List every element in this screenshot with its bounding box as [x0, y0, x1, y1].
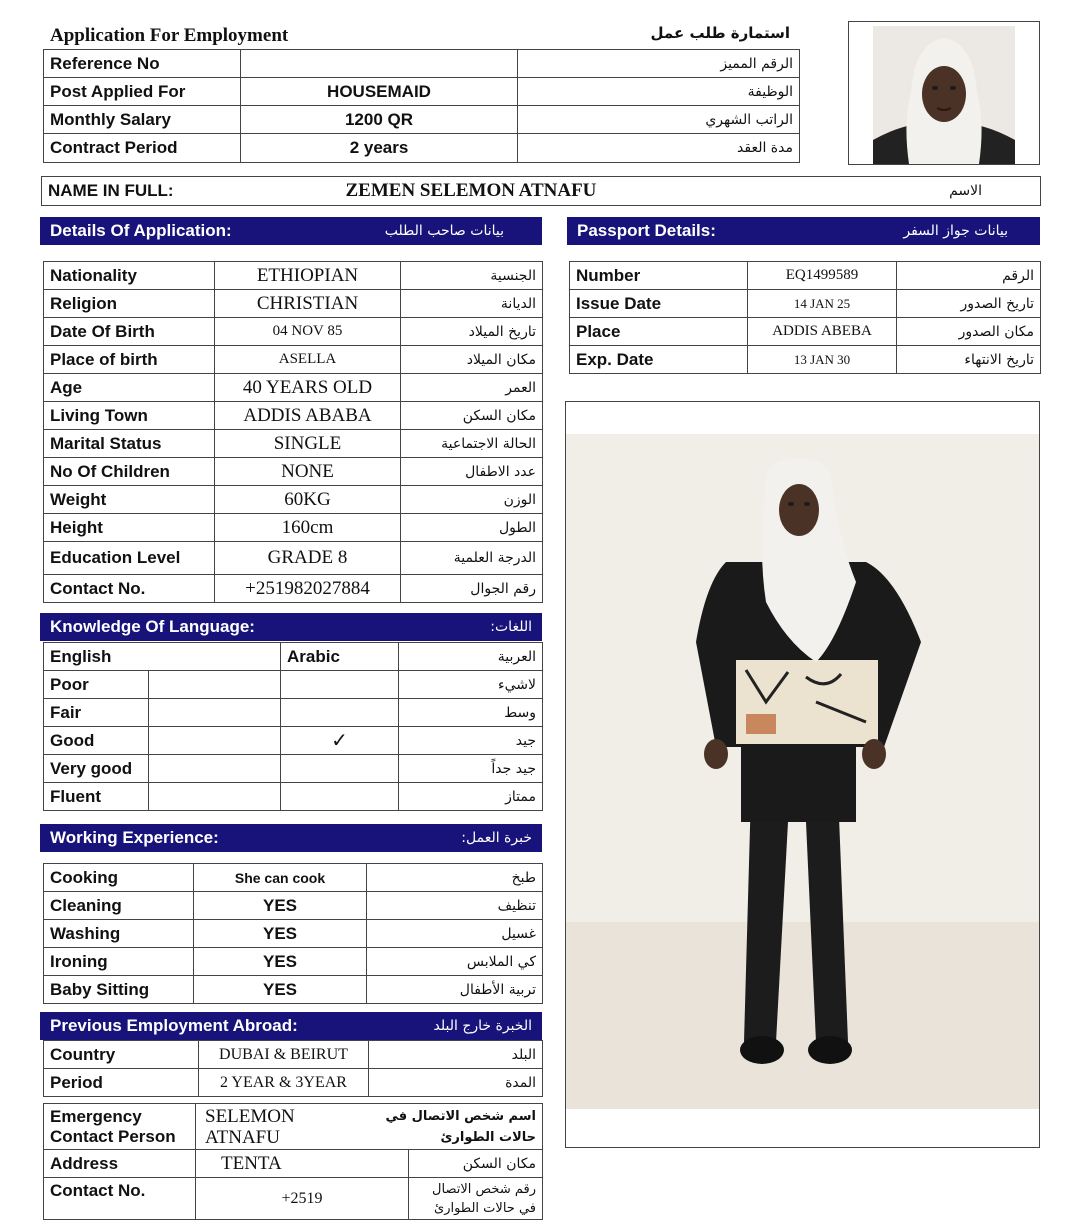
level-poor-label-ar: لاشيء [399, 671, 543, 699]
weight-value: 60KG [215, 486, 401, 514]
living-town-label: Living Town [44, 402, 215, 430]
address-label: Address [44, 1150, 196, 1178]
table-row [44, 1041, 543, 1069]
emergency-phone-label-ar-line2: في حالات الطوارئ [434, 1200, 536, 1216]
period-label-ar: المدة [369, 1069, 543, 1097]
emergency-contact-value-line1: SELEMON [205, 1105, 295, 1127]
english-very-good-cell [149, 755, 281, 783]
table-row [44, 262, 543, 290]
english-column-header: English [44, 643, 149, 671]
details-title: Details Of Application: [50, 221, 232, 240]
contract-value: 2 years [241, 134, 518, 163]
age-value: 40 YEARS OLD [215, 374, 401, 402]
ironing-label-ar: كي الملابس [367, 948, 543, 976]
expiry-date-label: Exp. Date [570, 346, 748, 374]
previous-employment-section-header [40, 1012, 542, 1040]
full-body-photo-frame [565, 401, 1040, 1148]
nationality-label: Nationality [44, 262, 215, 290]
experience-section-header [40, 824, 542, 852]
baby-sitting-label: Baby Sitting [44, 976, 194, 1004]
dob-label-ar: تاريخ الميلاد [401, 318, 543, 346]
arabic-column-header-ar: العربية [399, 643, 543, 671]
english-good-cell [149, 727, 281, 755]
experience-table [43, 863, 543, 1004]
language-title: Knowledge Of Language: [50, 617, 255, 636]
details-table [43, 261, 543, 603]
washing-label-ar: غسيل [367, 920, 543, 948]
level-poor-label: Poor [44, 671, 149, 699]
issue-place-value: ADDIS ABEBA [748, 318, 897, 346]
age-label: Age [44, 374, 215, 402]
arabic-fair-cell [281, 699, 399, 727]
table-row [44, 1069, 543, 1097]
portrait-photo-frame [848, 21, 1040, 165]
title-ar: استمارة طلب عمل [650, 24, 790, 42]
cleaning-value: YES [194, 892, 367, 920]
english-fluent-cell [149, 783, 281, 811]
cooking-value: She can cook [194, 864, 367, 892]
language-section-header [40, 613, 542, 641]
address-label-ar: مكان السكن [409, 1150, 543, 1178]
table-row [44, 920, 543, 948]
table-row [570, 318, 1041, 346]
reference-value [241, 50, 518, 78]
emergency-phone-label: Contact No. [44, 1178, 196, 1220]
table-row [44, 50, 800, 78]
issue-place-label: Place [570, 318, 748, 346]
baby-sitting-label-ar: تربية الأطفال [367, 976, 543, 1004]
table-row [44, 78, 800, 106]
issue-date-value: 14 JAN 25 [748, 290, 897, 318]
marital-status-value: SINGLE [215, 430, 401, 458]
level-fair-label: Fair [44, 699, 149, 727]
language-table [43, 642, 543, 811]
table-row [44, 290, 543, 318]
cooking-label-ar: طبخ [367, 864, 543, 892]
living-town-value: ADDIS ABABA [215, 402, 401, 430]
experience-title-ar: خبرة العمل: [461, 830, 532, 846]
table-row [44, 1150, 543, 1178]
table-row [44, 1104, 543, 1150]
religion-label: Religion [44, 290, 215, 318]
header-table [43, 49, 800, 163]
address-value: TENTA [196, 1150, 409, 1178]
period-label: Period [44, 1069, 199, 1097]
reference-label-ar: الرقم المميز [518, 50, 800, 78]
previous-employment-title: Previous Employment Abroad: [50, 1016, 298, 1035]
emergency-contact-label-line2: Contact Person [50, 1126, 176, 1146]
cooking-label: Cooking [44, 864, 194, 892]
level-fair-label-ar: وسط [399, 699, 543, 727]
arabic-very-good-cell [281, 755, 399, 783]
table-row [44, 402, 543, 430]
table-row [44, 1178, 543, 1220]
name-table [41, 176, 1041, 206]
washing-label: Washing [44, 920, 194, 948]
children-value: NONE [215, 458, 401, 486]
height-label: Height [44, 514, 215, 542]
weight-label: Weight [44, 486, 215, 514]
emergency-phone-value: +2519 [196, 1178, 409, 1220]
religion-value: CHRISTIAN [215, 290, 401, 318]
level-very-good-label: Very good [44, 755, 149, 783]
marital-status-label: Marital Status [44, 430, 215, 458]
table-row [44, 458, 543, 486]
emergency-phone-label-ar-line1: رقم شخص الاتصال [432, 1181, 536, 1197]
table-row [44, 430, 543, 458]
level-fluent-label-ar: ممتاز [399, 783, 543, 811]
height-label-ar: الطول [401, 514, 543, 542]
table-row [44, 864, 543, 892]
education-label: Education Level [44, 542, 215, 575]
title-en: Application For Employment [50, 25, 289, 46]
education-value: GRADE 8 [215, 542, 401, 575]
emergency-contact-label-line1: Emergency [50, 1106, 142, 1126]
height-value: 160cm [215, 514, 401, 542]
table-row [44, 486, 543, 514]
post-label: Post Applied For [44, 78, 241, 106]
level-very-good-label-ar: جيد جداً [399, 755, 543, 783]
table-row [44, 948, 543, 976]
children-label: No Of Children [44, 458, 215, 486]
passport-number-label: Number [570, 262, 748, 290]
passport-section-header [567, 217, 1040, 245]
arabic-fluent-cell [281, 783, 399, 811]
english-poor-cell [149, 671, 281, 699]
weight-label-ar: الوزن [401, 486, 543, 514]
previous-employment-table [43, 1040, 543, 1097]
table-row [44, 575, 543, 603]
contact-value: +251982027884 [215, 575, 401, 603]
emergency-contact-label-ar-line2: حالات الطوارئ [440, 1129, 536, 1145]
period-value: 2 YEAR & 3YEAR [199, 1069, 369, 1097]
arabic-poor-cell [281, 671, 399, 699]
issue-date-label: Issue Date [570, 290, 748, 318]
marital-status-label-ar: الحالة الاجتماعية [401, 430, 543, 458]
salary-value: 1200 QR [241, 106, 518, 134]
dob-value: 04 NOV 85 [215, 318, 401, 346]
table-row [44, 542, 543, 575]
age-label-ar: العمر [401, 374, 543, 402]
details-section-header [40, 217, 542, 245]
expiry-date-value: 13 JAN 30 [748, 346, 897, 374]
table-row [44, 755, 543, 783]
nationality-label-ar: الجنسية [401, 262, 543, 290]
table-row [570, 262, 1041, 290]
issue-place-label-ar: مكان الصدور [897, 318, 1041, 346]
children-label-ar: عدد الاطفال [401, 458, 543, 486]
previous-employment-title-ar: الخبرة خارج البلد [433, 1018, 532, 1034]
experience-title: Working Experience: [50, 828, 219, 847]
contact-label: Contact No. [44, 575, 215, 603]
living-town-label-ar: مكان السكن [401, 402, 543, 430]
table-row [44, 783, 543, 811]
baby-sitting-value: YES [194, 976, 367, 1004]
table-row [44, 892, 543, 920]
level-fluent-label: Fluent [44, 783, 149, 811]
table-row [44, 976, 543, 1004]
nationality-value: ETHIOPIAN [215, 262, 401, 290]
reference-label: Reference No [44, 50, 241, 78]
contact-label-ar: رقم الجوال [401, 575, 543, 603]
washing-value: YES [194, 920, 367, 948]
contract-label: Contract Period [44, 134, 241, 163]
table-row [44, 346, 543, 374]
table-row [44, 318, 543, 346]
arabic-good-checkmark-icon: ✓ [281, 727, 399, 755]
table-row [44, 134, 800, 163]
ironing-label: Ironing [44, 948, 194, 976]
arabic-column-header: Arabic [281, 643, 399, 671]
post-label-ar: الوظيفة [518, 78, 800, 106]
level-good-label: Good [44, 727, 149, 755]
country-value: DUBAI & BEIRUT [199, 1041, 369, 1069]
name-label: NAME IN FULL: [42, 177, 262, 206]
education-label-ar: الدرجة العلمية [401, 542, 543, 575]
post-value: HOUSEMAID [241, 78, 518, 106]
passport-number-value: EQ1499589 [748, 262, 897, 290]
birthplace-value: ASELLA [215, 346, 401, 374]
portrait-photo [849, 22, 1039, 164]
emergency-table [43, 1103, 543, 1220]
country-label: Country [44, 1041, 199, 1069]
ironing-value: YES [194, 948, 367, 976]
religion-label-ar: الديانة [401, 290, 543, 318]
table-row [44, 671, 543, 699]
table-row [44, 374, 543, 402]
cleaning-label-ar: تنظيف [367, 892, 543, 920]
table-row [44, 643, 543, 671]
name-value: ZEMEN SELEMON ATNAFU [262, 177, 822, 206]
issue-date-label-ar: تاريخ الصدور [897, 290, 1041, 318]
language-title-ar: اللغات: [490, 619, 532, 635]
passport-number-label-ar: الرقم [897, 262, 1041, 290]
table-row [44, 514, 543, 542]
emergency-contact-value-line2: ATNAFU [205, 1126, 280, 1148]
passport-table [569, 261, 1041, 374]
table-row [44, 699, 543, 727]
full-body-photo [566, 402, 1039, 1147]
level-good-label-ar: جيد [399, 727, 543, 755]
passport-title: Passport Details: [577, 221, 716, 240]
emergency-contact-label-ar-line1: اسم شخص الاتصال في [385, 1108, 536, 1124]
dob-label: Date Of Birth [44, 318, 215, 346]
contract-label-ar: مدة العقد [518, 134, 800, 163]
name-label-ar: الاسم [822, 177, 1041, 206]
english-fair-cell [149, 699, 281, 727]
passport-title-ar: بيانات جواز السفر [903, 223, 1008, 239]
birthplace-label-ar: مكان الميلاد [401, 346, 543, 374]
cleaning-label: Cleaning [44, 892, 194, 920]
details-title-ar: بيانات صاحب الطلب [384, 223, 504, 239]
country-label-ar: البلد [369, 1041, 543, 1069]
birthplace-label: Place of birth [44, 346, 215, 374]
salary-label-ar: الراتب الشهري [518, 106, 800, 134]
table-row [570, 290, 1041, 318]
table-row [44, 727, 543, 755]
table-row [570, 346, 1041, 374]
expiry-date-label-ar: تاريخ الانتهاء [897, 346, 1041, 374]
salary-label: Monthly Salary [44, 106, 241, 134]
table-row [44, 106, 800, 134]
